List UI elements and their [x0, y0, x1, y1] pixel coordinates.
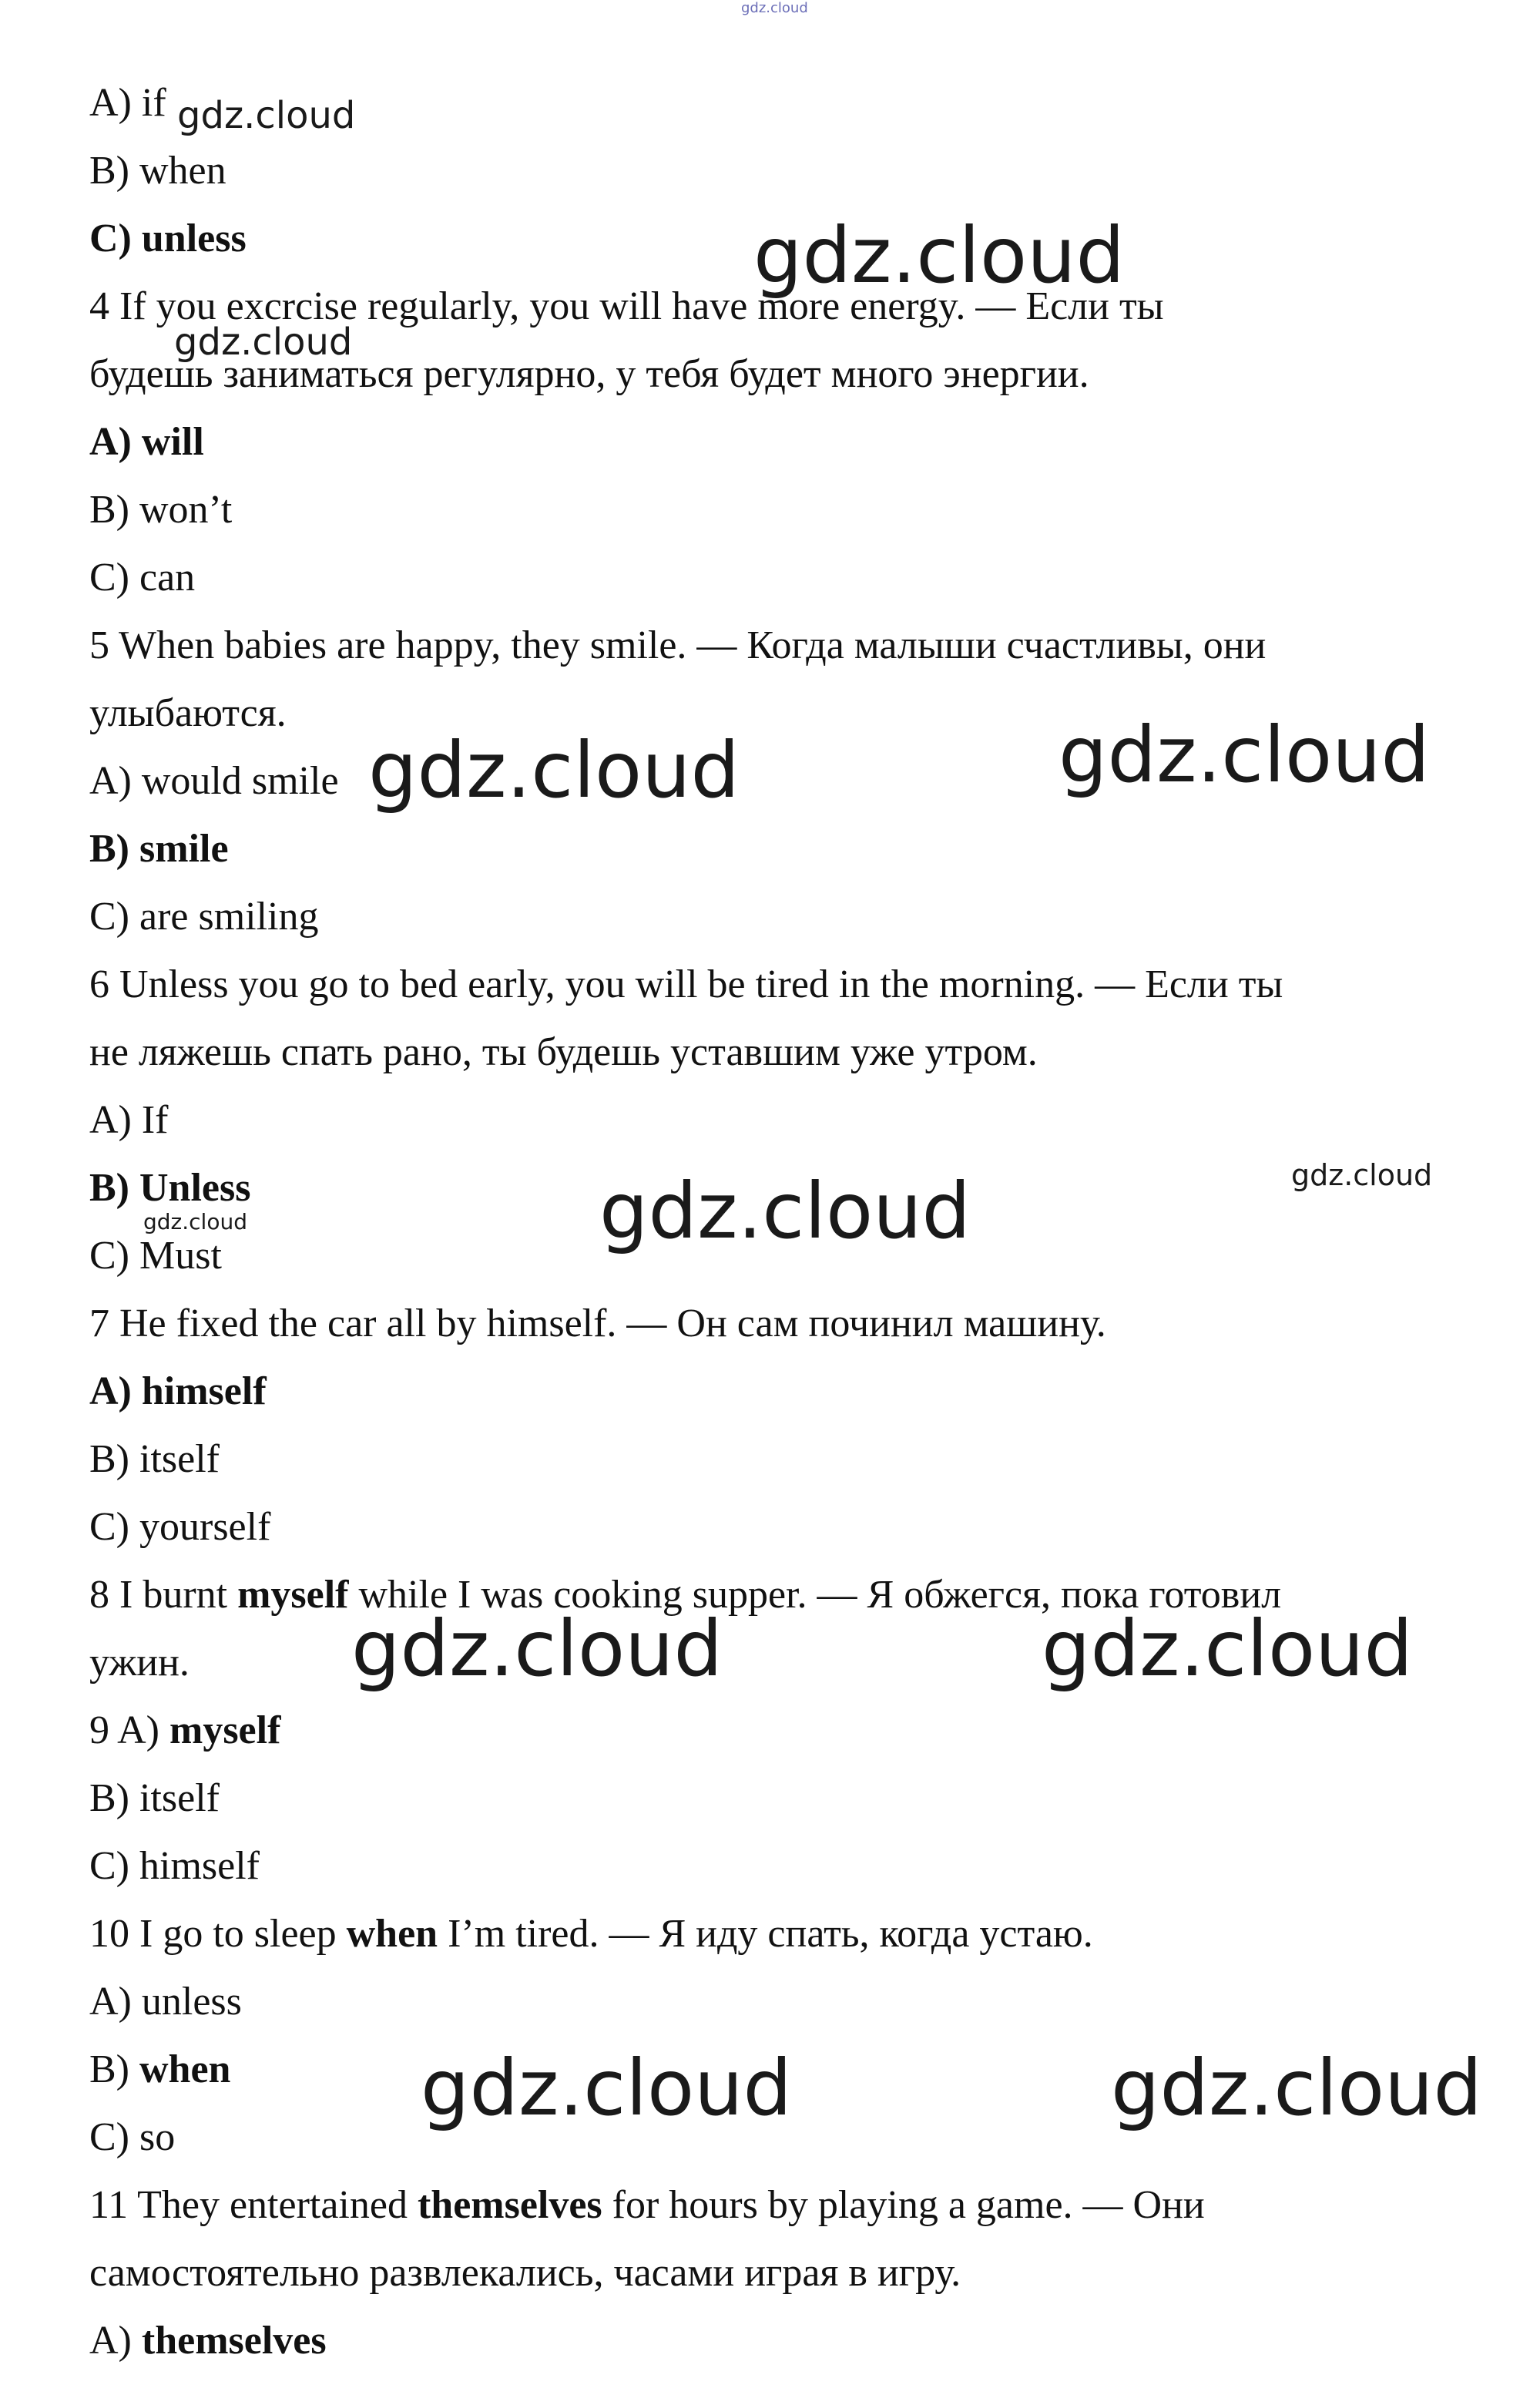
- text: 5 When babies are happy, they smile. — Когда малыши счастливы, они: [89, 623, 1267, 667]
- answer-bold: A) will: [89, 420, 204, 464]
- question-6-option-b: [89, 1165, 250, 1211]
- answer-bold: B) Unless: [89, 1166, 251, 1210]
- watermark: gdz.cloud: [741, 0, 808, 16]
- text: 7 He fixed the car all by himself. — Он сам починил машину.: [89, 1302, 1106, 1345]
- text: C) yourself: [89, 1505, 271, 1549]
- question-11-line-2: [89, 2250, 961, 2296]
- text: A) unless: [89, 1980, 242, 2024]
- question-9-option-a: [89, 1708, 280, 1754]
- question-6-option-c: [89, 1233, 222, 1279]
- watermark: gdz.cloud: [421, 2043, 793, 2133]
- question-4-option-a: [89, 419, 204, 465]
- watermark: gdz.cloud: [143, 1209, 247, 1234]
- text: будешь заниматься регулярно, у тебя будет много энергии.: [89, 352, 1089, 396]
- answer-bold: themselves: [417, 2183, 602, 2227]
- text: I’m tired. — Я иду спать, когда устаю.: [438, 1912, 1093, 1956]
- option-b-line-1: [89, 148, 226, 194]
- answer-bold: myself: [237, 1573, 349, 1617]
- text: 6 Unless you go to bed early, you will be tired in the morning. — Если ты: [89, 962, 1283, 1006]
- text: C) are smiling: [89, 895, 319, 939]
- question-5-option-c: [89, 894, 319, 940]
- text: B) won’t: [89, 488, 233, 532]
- question-5-option-b: [89, 826, 229, 872]
- text: B) itself: [89, 1437, 220, 1481]
- question-9-option-b: [89, 1775, 220, 1822]
- question-9-option-c: [89, 1843, 260, 1889]
- watermark: gdz.cloud: [1042, 1604, 1414, 1694]
- text: не ляжешь спать рано, ты будешь уставшим уже утром.: [89, 1030, 1038, 1074]
- text: B) when: [89, 149, 226, 193]
- text: while I was cooking supper. — Я обжегся, пока готовил: [348, 1573, 1282, 1617]
- question-7-option-a: [89, 1369, 267, 1415]
- question-11-line-1: [89, 2182, 1205, 2229]
- text: улыбаются.: [89, 691, 287, 735]
- question-10-option-c: [89, 2114, 175, 2161]
- question-5-line-2: [89, 690, 287, 737]
- text: A) would smile: [89, 759, 339, 803]
- watermark: gdz.cloud: [1111, 2043, 1483, 2133]
- question-11-option-a: [89, 2318, 327, 2364]
- watermark: gdz.cloud: [1291, 1158, 1433, 1192]
- answer-bold: themselves: [141, 2319, 327, 2363]
- option-a-line-1: [89, 80, 166, 126]
- option-c-line-1: [89, 216, 247, 262]
- question-4-option-b: [89, 487, 232, 533]
- text: A) If: [89, 1098, 169, 1142]
- watermark: gdz.cloud: [599, 1166, 971, 1256]
- watermark: gdz.cloud: [753, 210, 1126, 301]
- text: C) can: [89, 556, 196, 600]
- watermark: gdz.cloud: [174, 321, 353, 364]
- watermark: gdz.cloud: [351, 1604, 723, 1694]
- question-8-line-2: [89, 1640, 190, 1686]
- text: 9 A): [89, 1708, 169, 1752]
- question-7-line-1: [89, 1301, 1106, 1347]
- question-6-line-2: [89, 1030, 1038, 1076]
- text: for hours by playing a game. — Они: [602, 2183, 1205, 2227]
- text: самостоятельно развлекались, часами играя в игру.: [89, 2251, 961, 2295]
- answer-bold: when: [346, 1912, 438, 1956]
- watermark: gdz.cloud: [1059, 710, 1431, 800]
- answer-bold: C) unless: [89, 217, 247, 260]
- question-10-option-a: [89, 1979, 242, 2025]
- text: C) Must: [89, 1234, 222, 1278]
- text: B) itself: [89, 1776, 220, 1820]
- question-10-line-1: [89, 1911, 1093, 1957]
- answer-bold: when: [139, 2047, 231, 2091]
- watermark: gdz.cloud: [177, 94, 356, 137]
- question-5-option-a: [89, 758, 339, 804]
- text: 11 They entertained: [89, 2183, 418, 2227]
- text: C) so: [89, 2115, 176, 2159]
- text: 8 I burnt: [89, 1573, 238, 1617]
- text: C) himself: [89, 1844, 260, 1888]
- question-10-option-b: [89, 2047, 230, 2093]
- watermark: gdz.cloud: [368, 725, 740, 815]
- question-7-option-b: [89, 1436, 220, 1483]
- question-6-line-1: [89, 962, 1283, 1008]
- text: A) if: [89, 81, 166, 125]
- question-4-option-c: [89, 555, 195, 601]
- text: B): [89, 2047, 139, 2091]
- text: A): [89, 2319, 142, 2363]
- text: 4 If you excrcise regularly, you will have more energy. — Если ты: [89, 284, 1164, 328]
- answer-bold: A) himself: [89, 1369, 267, 1413]
- answer-bold: myself: [169, 1708, 281, 1752]
- question-5-line-1: [89, 623, 1266, 669]
- text: ужин.: [89, 1641, 190, 1685]
- text: 10 I go to sleep: [89, 1912, 347, 1956]
- answer-bold: B) smile: [89, 827, 229, 871]
- question-7-option-c: [89, 1504, 270, 1550]
- question-6-option-a: [89, 1097, 169, 1144]
